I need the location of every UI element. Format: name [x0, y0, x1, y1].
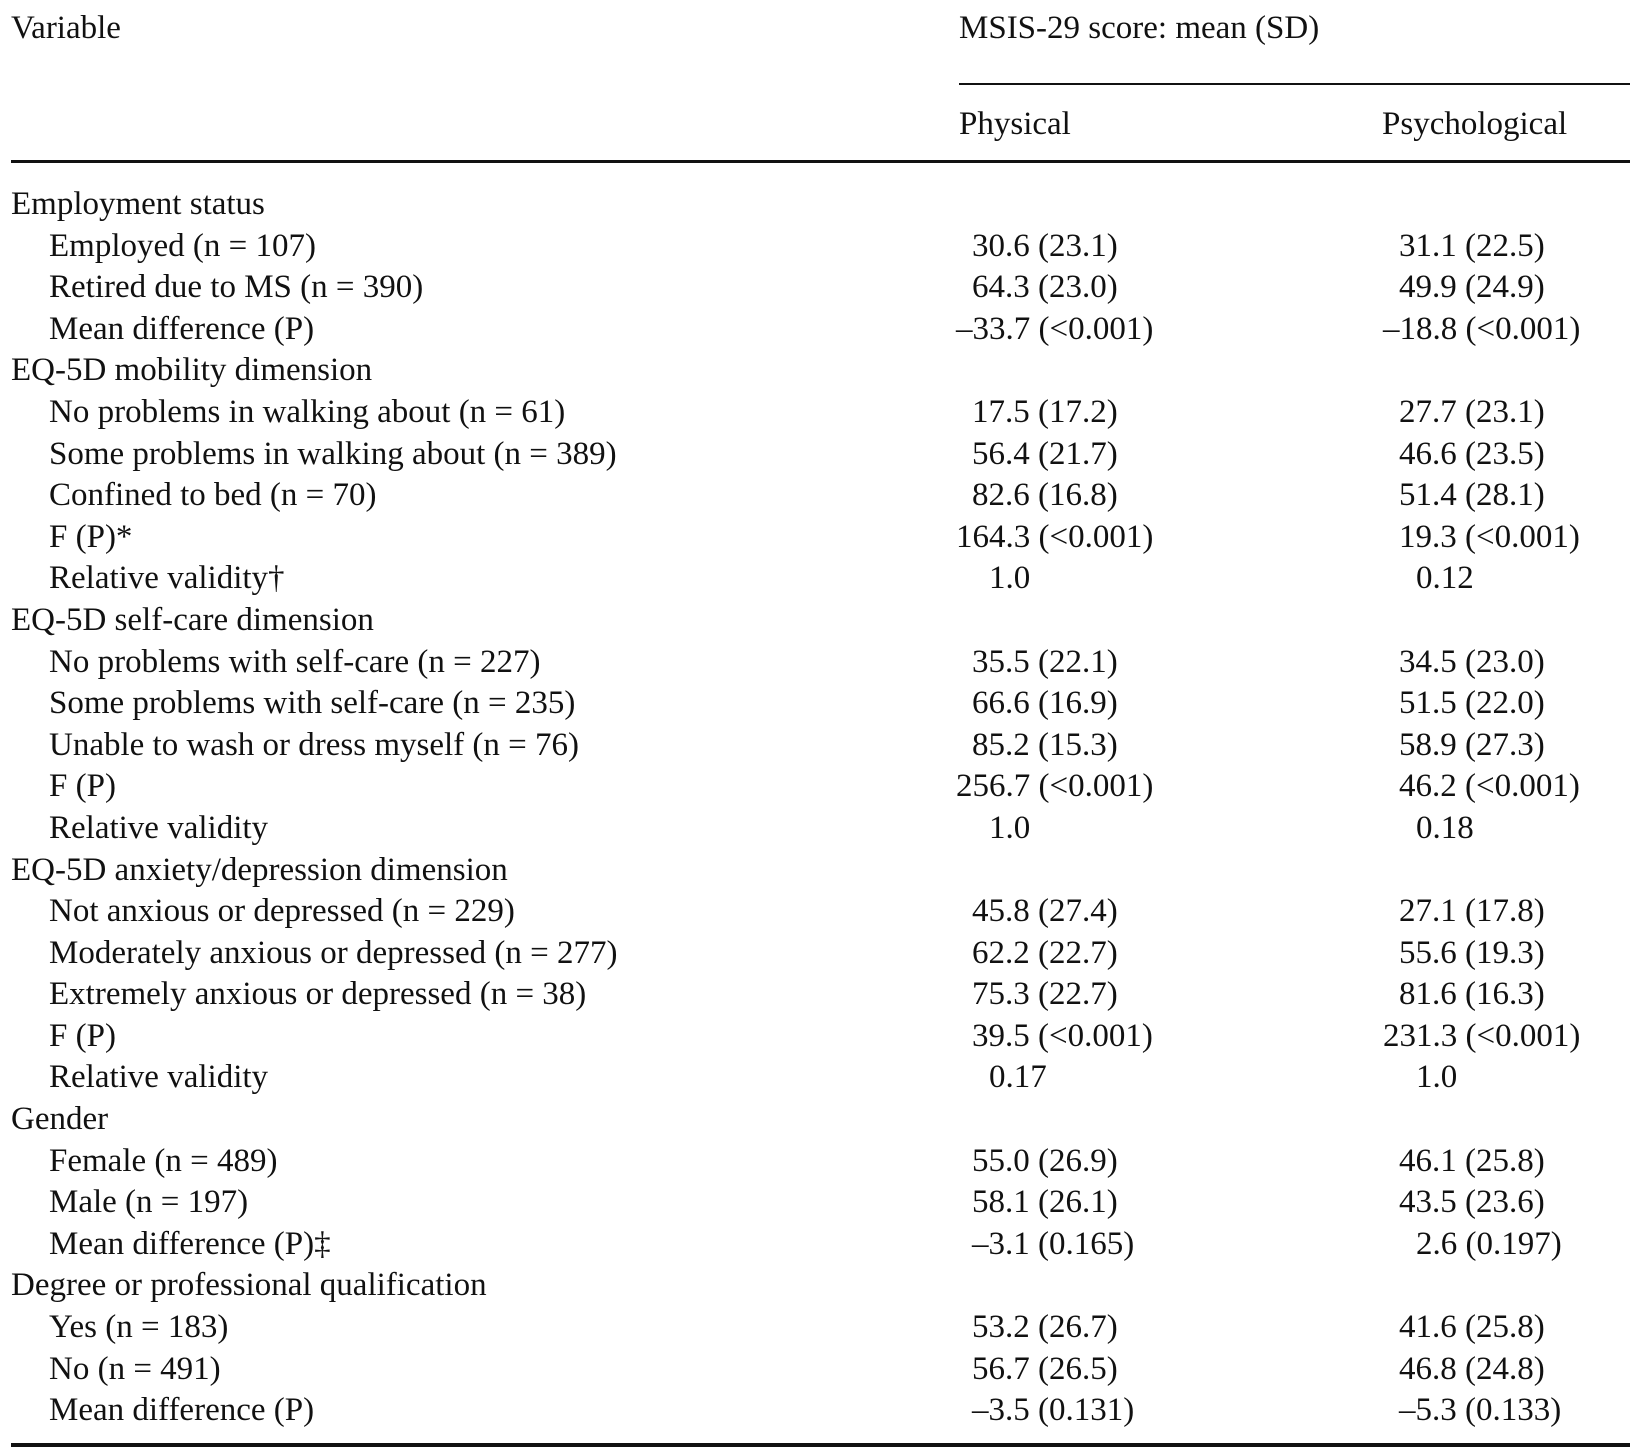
table-body [0, 184, 1635, 1432]
row-label: No (n = 491) [49, 1350, 221, 1387]
table-row [0, 1016, 1635, 1058]
psychological-value: 51.4 (28.1) [1399, 477, 1545, 514]
psychological-value: 81.6 (16.3) [1399, 976, 1545, 1013]
psychological-value: 0.12 [1416, 560, 1474, 597]
header-msis-29: MSIS-29 score: mean (SD) [959, 10, 1320, 46]
row-label: Male (n = 197) [49, 1184, 249, 1221]
psychological-value: –18.8 (<0.001) [1383, 310, 1581, 347]
table-group-row [0, 1265, 1635, 1307]
row-label: Some problems in walking about (n = 389) [49, 435, 617, 472]
psychological-value: 231.3 (<0.001) [1383, 1017, 1581, 1054]
physical-value: 55.0 (26.9) [972, 1142, 1118, 1179]
physical-value: 45.8 (27.4) [972, 893, 1118, 930]
row-label: EQ-5D mobility dimension [11, 352, 373, 389]
physical-value: 66.6 (16.9) [972, 685, 1118, 722]
header-physical: Physical [959, 106, 1071, 142]
psychological-value: 49.9 (24.9) [1399, 269, 1545, 306]
physical-value: 56.4 (21.7) [972, 435, 1118, 472]
physical-value: 30.6 (23.1) [972, 227, 1118, 264]
physical-value: 164.3 (<0.001) [956, 518, 1154, 555]
table-bottom-rule [11, 1443, 1630, 1447]
row-label: F (P) [49, 768, 116, 805]
table-group-row [0, 600, 1635, 642]
row-label: Yes (n = 183) [49, 1309, 229, 1346]
row-label: No problems in walking about (n = 61) [49, 393, 566, 430]
table-row [0, 267, 1635, 309]
row-label: Relative validity [49, 1059, 269, 1096]
psychological-value: 58.9 (27.3) [1399, 726, 1545, 763]
table-row [0, 434, 1635, 476]
row-label: No problems with self-care (n = 227) [49, 643, 541, 680]
row-label: Employment status [11, 186, 265, 222]
table-row [0, 226, 1635, 268]
table-row [0, 309, 1635, 351]
row-label: Confined to bed (n = 70) [49, 477, 377, 514]
row-label: Mean difference (P) [49, 310, 315, 347]
row-label: Employed (n = 107) [49, 227, 316, 264]
psychological-value: 31.1 (22.5) [1399, 227, 1545, 264]
table-group-row [0, 184, 1635, 226]
physical-value: 0.17 [989, 1059, 1047, 1096]
psychological-value: 1.0 [1416, 1059, 1458, 1096]
physical-value: 82.6 (16.8) [972, 477, 1118, 514]
row-label: EQ-5D self-care dimension [11, 601, 374, 638]
psychological-value: 46.1 (25.8) [1399, 1142, 1545, 1179]
row-label: Female (n = 489) [49, 1142, 278, 1179]
table-row [0, 808, 1635, 850]
table-row [0, 392, 1635, 434]
table-row [0, 1057, 1635, 1099]
table-row [0, 475, 1635, 517]
physical-value: –3.1 (0.165) [972, 1225, 1135, 1262]
header-psychological: Psychological [1382, 106, 1568, 142]
row-label: Relative validity† [49, 560, 285, 597]
row-label: F (P) [49, 1017, 116, 1054]
physical-value: 85.2 (15.3) [972, 726, 1118, 763]
physical-value: –3.5 (0.131) [972, 1392, 1135, 1429]
psychological-value: 0.18 [1416, 809, 1474, 846]
row-label: Extremely anxious or depressed (n = 38) [49, 976, 587, 1013]
physical-value: 1.0 [989, 560, 1031, 597]
row-label: Relative validity [49, 809, 269, 846]
physical-value: 64.3 (23.0) [972, 269, 1118, 306]
psychological-value: 46.6 (23.5) [1399, 435, 1545, 472]
psychological-value: 41.6 (25.8) [1399, 1309, 1545, 1346]
psychological-value: 34.5 (23.0) [1399, 643, 1545, 680]
physical-value: 58.1 (26.1) [972, 1184, 1118, 1221]
row-label: Mean difference (P)‡ [49, 1225, 331, 1262]
table-row [0, 891, 1635, 933]
physical-value: 1.0 [989, 809, 1031, 846]
psychological-value: 46.2 (<0.001) [1399, 768, 1580, 805]
psychological-value: –5.3 (0.133) [1399, 1392, 1562, 1429]
table-row [0, 933, 1635, 975]
table-row [0, 1182, 1635, 1224]
physical-value: 53.2 (26.7) [972, 1309, 1118, 1346]
table-row [0, 558, 1635, 600]
physical-value: 39.5 (<0.001) [972, 1017, 1153, 1054]
row-label: Mean difference (P) [49, 1392, 315, 1429]
row-label: Degree or professional qualification [11, 1267, 487, 1304]
psychological-value: 55.6 (19.3) [1399, 934, 1545, 971]
table-row [0, 1390, 1635, 1432]
table-row [0, 1349, 1635, 1391]
physical-value: 17.5 (17.2) [972, 393, 1118, 430]
header-subrule [959, 83, 1630, 85]
row-label: Gender [11, 1101, 109, 1138]
table-row [0, 974, 1635, 1016]
physical-value: 35.5 (22.1) [972, 643, 1118, 680]
table-row [0, 517, 1635, 559]
physical-value: 62.2 (22.7) [972, 934, 1118, 971]
row-label: Moderately anxious or depressed (n = 277) [49, 934, 618, 971]
table-row [0, 766, 1635, 808]
table-row [0, 1224, 1635, 1266]
row-label: Some problems with self-care (n = 235) [49, 685, 576, 722]
psychological-value: 43.5 (23.6) [1399, 1184, 1545, 1221]
table-row [0, 1307, 1635, 1349]
table-group-row [0, 350, 1635, 392]
row-label: Not anxious or depressed (n = 229) [49, 893, 515, 930]
psychological-value: 2.6 (0.197) [1416, 1225, 1562, 1262]
table-group-row [0, 850, 1635, 892]
physical-value: –33.7 (<0.001) [956, 310, 1154, 347]
psychological-value: 51.5 (22.0) [1399, 685, 1545, 722]
physical-value: 56.7 (26.5) [972, 1350, 1118, 1387]
table-row [0, 725, 1635, 767]
row-label: EQ-5D anxiety/depression dimension [11, 851, 508, 888]
header-rule [11, 160, 1630, 163]
table-row [0, 1141, 1635, 1183]
psychological-value: 27.7 (23.1) [1399, 393, 1545, 430]
psychological-value: 46.8 (24.8) [1399, 1350, 1545, 1387]
psychological-value: 19.3 (<0.001) [1399, 518, 1580, 555]
table-row [0, 683, 1635, 725]
row-label: Retired due to MS (n = 390) [49, 269, 424, 306]
physical-value: 256.7 (<0.001) [956, 768, 1154, 805]
table-group-row [0, 1099, 1635, 1141]
row-label: F (P)* [49, 518, 133, 555]
header-variable: Variable [11, 10, 121, 46]
row-label: Unable to wash or dress myself (n = 76) [49, 726, 579, 763]
table-row [0, 642, 1635, 684]
physical-value: 75.3 (22.7) [972, 976, 1118, 1013]
psychological-value: 27.1 (17.8) [1399, 893, 1545, 930]
